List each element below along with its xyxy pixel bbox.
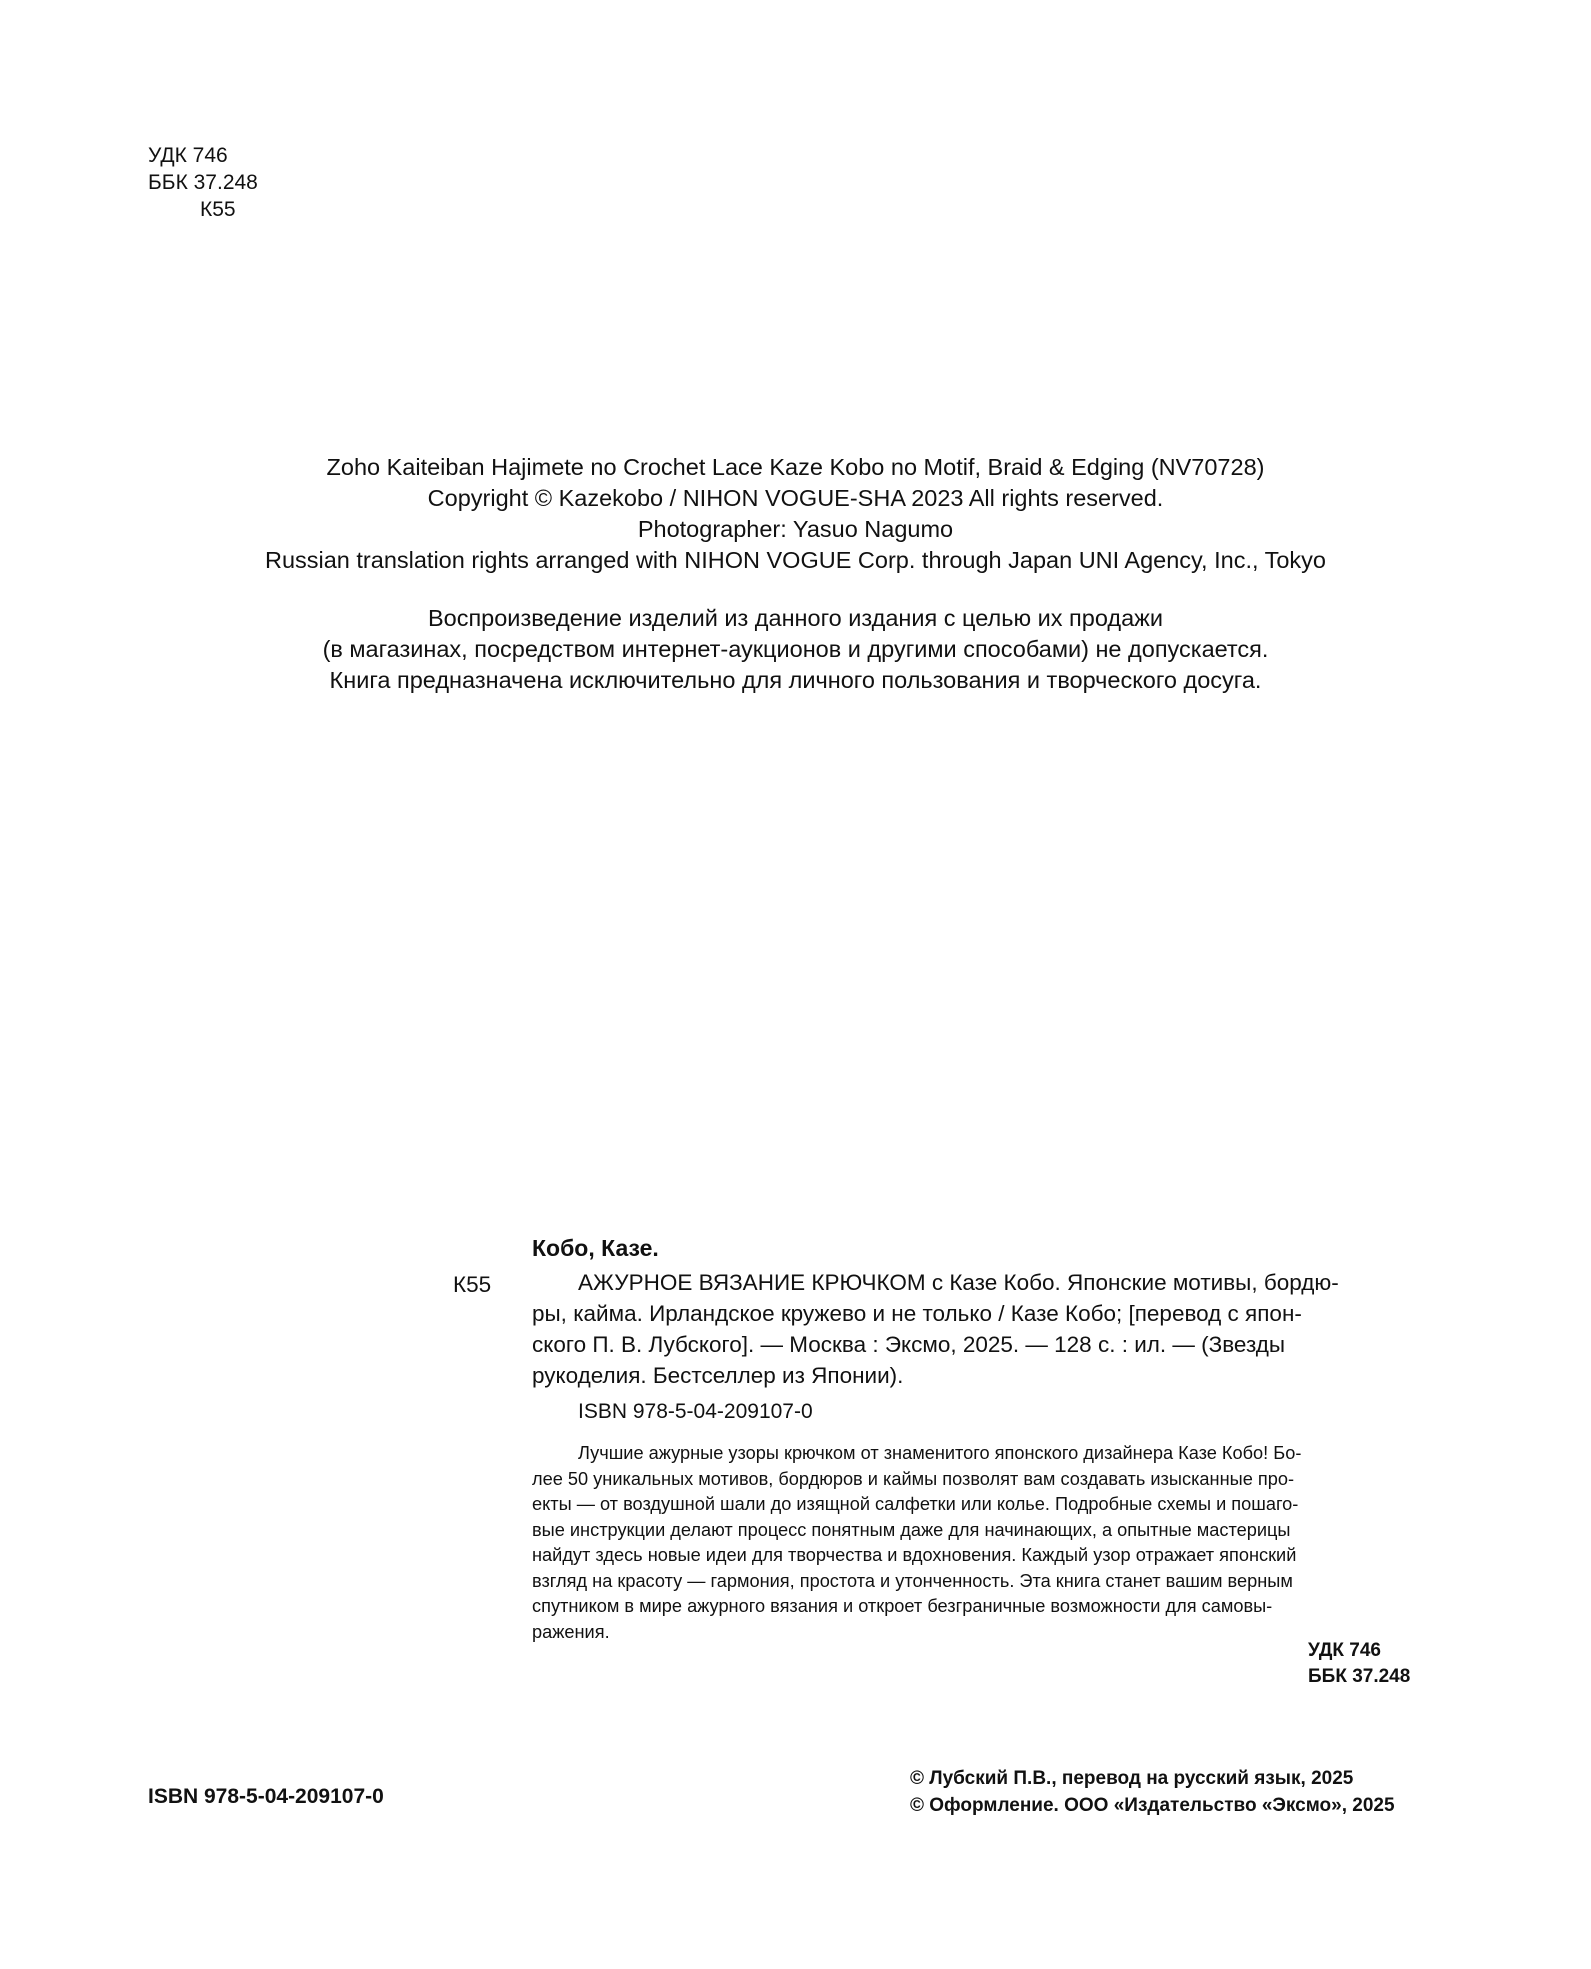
description-line: рукоделия. Бестселлер из Японии). xyxy=(532,1363,904,1388)
notice-line: Воспроизведение изделий из данного издания с целью их продажи xyxy=(427,605,1164,631)
classification-block xyxy=(148,142,258,223)
bottom-isbn: ISBN 978-5-04-209107-0 xyxy=(148,1785,384,1808)
annotation-line: взгляд на красоту — гармония, простота и утонченность. Эта книга станет вашим верным xyxy=(532,1570,1293,1591)
record-description xyxy=(532,1267,1429,1391)
description-line: ры, кайма. Ирландское кружево и не только / Казе Кобо; [перевод с япон- xyxy=(532,1301,1302,1326)
translation-rights-line: Russian translation rights arranged with NIHON VOGUE Corp. through Japan UNI Agency, Inc., Tokyo xyxy=(264,547,1327,573)
design-copyright: © Оформление. ООО «Издательство «Эксмо», 2025 xyxy=(910,1795,1395,1816)
author-mark: К55 xyxy=(200,198,236,221)
annotation-line: вые инструкции делают процесс понятным даже для начинающих, а опытные мастерицы xyxy=(532,1519,1291,1540)
translation-copyright: © Лубский П.В., перевод на русский язык, 2025 xyxy=(910,1768,1354,1789)
annotation-line: лее 50 уникальных мотивов, бордюров и каймы позволят вам создавать изысканные про- xyxy=(532,1468,1294,1489)
udk-code: УДК 746 xyxy=(148,144,228,167)
annotation-line: екты — от воздушной шали до изящной салфетки или колье. Подробные схемы и пошаго- xyxy=(532,1494,1299,1514)
record-author-mark: К55 xyxy=(453,1272,492,1297)
reproduction-notice xyxy=(0,603,1591,696)
record-bbk: ББК 37.248 xyxy=(1308,1666,1411,1687)
annotation-paragraph xyxy=(532,1441,1428,1645)
record-author: Кобо, Казе. xyxy=(532,1235,659,1261)
annotation-line: Лучшие ажурные узоры крючком от знаменитого японского дизайнера Казе Кобо! Бо- xyxy=(578,1443,1302,1463)
notice-line: (в магазинах, посредством интернет-аукционов и другими способами) не допускается. xyxy=(322,636,1269,662)
description-line: АЖУРНОЕ ВЯЗАНИЕ КРЮЧКОМ с Казе Кобо. Японские мотивы, бордю- xyxy=(578,1270,1339,1295)
copyright-line: Copyright © Kazekobo / NIHON VOGUE-SHA 2023 All rights reserved. xyxy=(427,485,1164,511)
original-title-line: Zoho Kaiteiban Hajimete no Crochet Lace Kaze Kobo no Motif, Braid & Edging (NV70728) xyxy=(326,454,1265,480)
description-line: ского П. В. Лубского]. — Москва : Эксмо, 2025. — 128 с. : ил. — (Звезды xyxy=(532,1332,1286,1357)
record-isbn: ISBN 978-5-04-209107-0 xyxy=(578,1400,813,1423)
record-udk: УДК 746 xyxy=(1308,1640,1381,1661)
bbk-code: ББК 37.248 xyxy=(148,171,258,194)
record-classification xyxy=(1308,1638,1410,1690)
photographer-line: Photographer: Yasuo Nagumo xyxy=(637,516,954,542)
annotation-line: найдут здесь новые идеи для творчества и вдохновения. Каждый узор отражает японский xyxy=(532,1545,1297,1565)
notice-line: Книга предназначена исключительно для личного пользования и творческого досуга. xyxy=(329,667,1262,693)
annotation-line: спутником в мире ажурного вязания и откроет безграничные возможности для самовы- xyxy=(532,1596,1273,1616)
rights-block xyxy=(910,1765,1395,1819)
annotation-line: ражения. xyxy=(532,1621,610,1642)
copyright-block xyxy=(0,452,1591,576)
